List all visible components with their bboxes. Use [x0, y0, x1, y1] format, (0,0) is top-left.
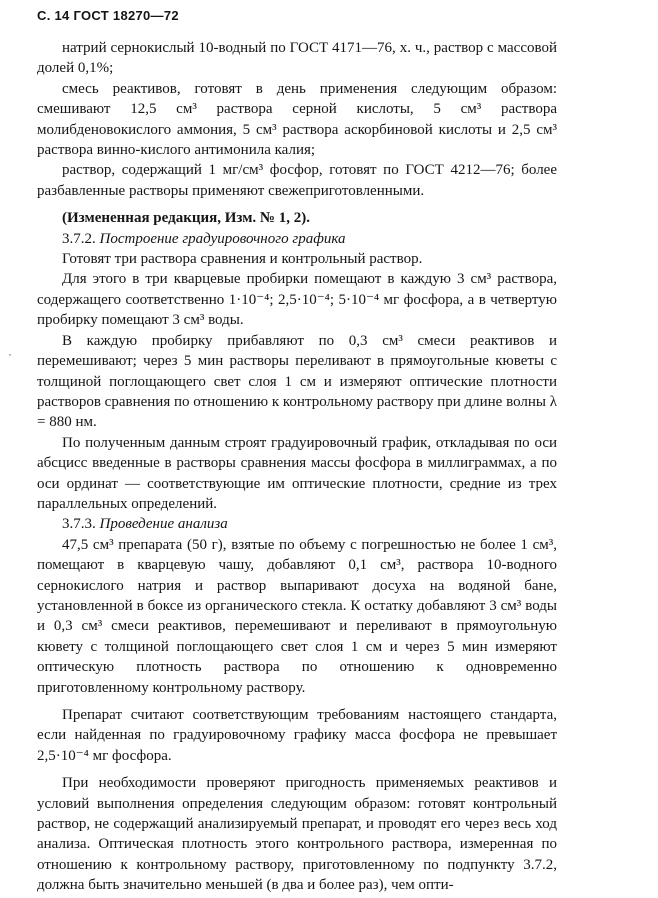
paragraph-amendment-note: (Измененная редакция, Изм. № 1, 2).	[62, 210, 311, 227]
paragraph-sodium-sulfate: натрий сернокислый 10-водный по ГОСТ 4171—76, х. ч., раствор с массовой долей 0,1%;	[37, 40, 557, 77]
margin-mark: ·	[8, 347, 12, 361]
section-heading-3-7-3	[37, 514, 557, 534]
paragraph-reagent-mix: смесь реактивов, готовят в день применения следующим образом: смешивают 12,5 см³ раствора серной кислоты, 5 см³ раствора молибденовокислого аммония, 5 см³ раствора аскорбиновой кислоты и 2,5 см³ раствора винно-кислого антимонила калия;	[37, 80, 557, 159]
paragraph-prepare-solutions: Готовят три раствора сравнения и контрольный раствор.	[62, 251, 423, 268]
paragraph-compliance-criterion: Препарат считают соответствующим требованиям настоящего стандарта, если найденная по градуировочному графику масса фосфора не превышает 2,5·10⁻⁴ мг фосфора.	[37, 707, 557, 764]
section-title: Проведение анализа	[99, 516, 228, 533]
document-body	[37, 38, 557, 896]
paragraph-calibration-graph: По полученным данным строят градуировочный график, откладывая по оси абсцисс введенные в растворы сравнения массы фосфора в миллиграммах, а по оси ординат — соответствующие им оптические плотности, средние из трех параллельных определений.	[37, 434, 557, 512]
section-heading-3-7-2	[37, 229, 557, 249]
section-number: 3.7.3.	[62, 516, 96, 533]
paragraph-reagent-suitability: При необходимости проверяют пригодность применяемых реактивов и условий выполнения определения следующим образом: готовят контрольный раствор, не содержащий анализируемый препарат, и проводят его через весь ход анализа. Оптическая плотность этого контрольного раствора, измеренная по отношению к контрольному раствору, приготовленному по подпункту 3.7.2, должна быть значительно меньшей (в два и более раз), чем опти-	[37, 775, 557, 894]
section-number: 3.7.2.	[62, 230, 96, 247]
paragraph-add-reagents: В каждую пробирку прибавляют по 0,3 см³ смеси реактивов и перемешивают; через 5 мин растворы переливают в прямоугольные кюветы с толщиной поглощающего свет слоя 1 см и измеряют оптические плотности растворов сравнения по отношению к контрольному раствору при длине волны λ = 880 нм.	[37, 332, 557, 431]
paragraph-test-tubes: Для этого в три кварцевые пробирки помещают в каждую 3 см³ раствора, содержащего соответственно 1·10⁻⁴; 2,5·10⁻⁴; 5·10⁻⁴ мг фосфора, а в четвертую пробирку помещают 3 см³ воды.	[37, 271, 557, 329]
section-title: Построение градуировочного графика	[99, 230, 346, 247]
paragraph-analysis-procedure: 47,5 см³ препарата (50 г), взятые по объему с погрешностью не более 1 см³, помещают в кварцевую чашу, добавляют 0,1 см³, раствора 10-водного сернокислого натрия и раствор выпаривают досуха на водяной бане, установленной в боксе из органического стекла. К остатку добавляют 3 см³ воды и 0,3 см³ смеси реактивов, перемешивают и переливают в прямоугольную кювету с толщиной поглощающего свет слоя 1 см и через 5 мин измеряют оптическую плотность раствора по отношению к одновременно приготовленному контрольному раствору.	[37, 536, 557, 696]
paragraph-phosphorus-solution: раствор, содержащий 1 мг/см³ фосфор, готовят по ГОСТ 4212—76; более разбавленные растворы применяют свежеприготовленными.	[37, 162, 557, 199]
page-header: С. 14 ГОСТ 18270—72	[37, 8, 179, 23]
